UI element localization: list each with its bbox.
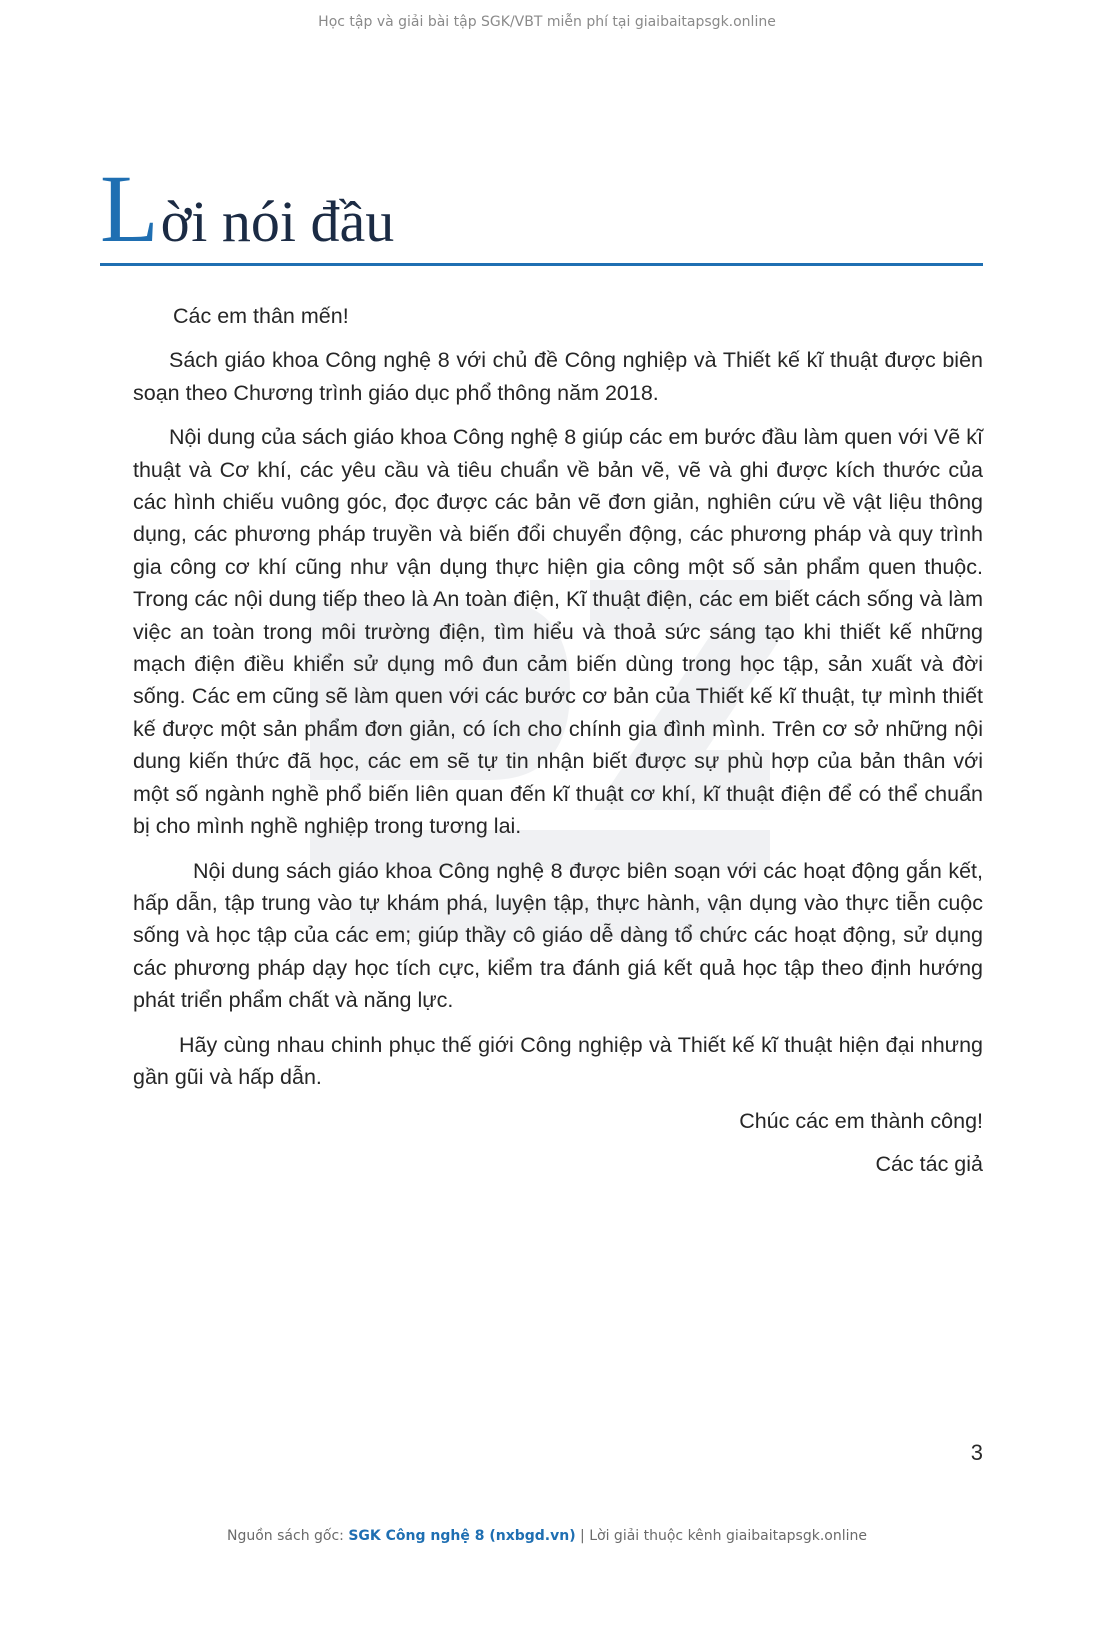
paragraph-intro: Sách giáo khoa Công nghệ 8 với chủ đề Công nghiệp và Thiết kế kĩ thuật được biên soạn theo Chương trình giáo dục phổ thông năm 2018. xyxy=(133,348,983,405)
preface-body xyxy=(133,300,983,1180)
page-title xyxy=(100,155,395,262)
title-underline xyxy=(100,263,983,266)
paragraph-activities: Nội dung sách giáo khoa Công nghệ 8 được biên soạn với các hoạt động gắn kết, hấp dẫn, tập trung vào tự khám phá, luyện tập, thực hành, vận dụng vào thực tiễn cuộc sống và học tập của các em; giúp thầy cô giáo dễ dàng tổ chức các hoạt động, sử dụng các phương pháp dạy học tích cực, kiểm tra đánh giá kết quả học tập theo định hướng phát triển phẩm chất và năng lực. xyxy=(133,858,983,1013)
paragraph-content: Nội dung của sách giáo khoa Công nghệ 8 giúp các em bước đầu làm quen với Vẽ kĩ thuật và Cơ khí, các yêu cầu và tiêu chuẩn về bản vẽ, vẽ và ghi được kích thước của các hình chiếu vuông góc, đọc được các bản vẽ đơn giản, nghiên cứu về vật liệu thông dụng, các phương pháp truyền và biến đổi chuyển động, các phương pháp và quy trình gia công cơ khí cũng như vận dụng thực hiện gia công một số sản phẩm quen thuộc. Trong các nội dung tiếp theo là An toàn điện, Kĩ thuật điện, các em biết cách sống và làm việc an toàn trong môi trường điện, tìm hiểu và thoả sức sáng tạo khi thiết kế những mạch điện điều khiển sử dụng mô đun cảm biến dùng trong học tập, sản xuất và đời sống. Các em cũng sẽ làm quen với các bước cơ bản của Thiết kế kĩ thuật, tự mình thiết kế được một sản phẩm đơn giản, có ích cho chính gia đình mình. Trên cơ sở những nội dung kiến thức đã học, các em sẽ tự tin nhận biết được sự phù hợp của bản thân với một số ngành nghề phổ biến liên quan đến kĩ thuật cơ khí, kĩ thuật điện để có thể chuẩn bị cho mình nghề nghiệp trong tương lai. xyxy=(133,425,983,839)
title-text: ời nói đầu xyxy=(160,189,395,254)
greeting: Các em thân mến! xyxy=(173,304,349,328)
signature: Các tác giả xyxy=(875,1151,983,1176)
footer-banner xyxy=(0,1528,1094,1544)
closing-wish: Chúc các em thành công! xyxy=(739,1109,983,1134)
footer-suffix: | Lời giải thuộc kênh giaibaitapsgk.online xyxy=(575,1528,867,1544)
footer-source-link[interactable]: SGK Công nghệ 8 (nxbgd.vn) xyxy=(348,1528,576,1544)
title-drop-cap: L xyxy=(100,155,159,262)
header-banner: Học tập và giải bài tập SGK/VBT miễn phí tại giaibaitapsgk.online xyxy=(318,14,776,30)
page-number: 3 xyxy=(970,1440,983,1465)
page-title-block xyxy=(100,150,983,270)
paragraph-invitation: Hãy cùng nhau chinh phục thế giới Công nghiệp và Thiết kế kĩ thuật hiện đại nhưng gần gũi và hấp dẫn. xyxy=(133,1032,983,1089)
footer-prefix: Nguồn sách gốc: xyxy=(227,1528,349,1544)
